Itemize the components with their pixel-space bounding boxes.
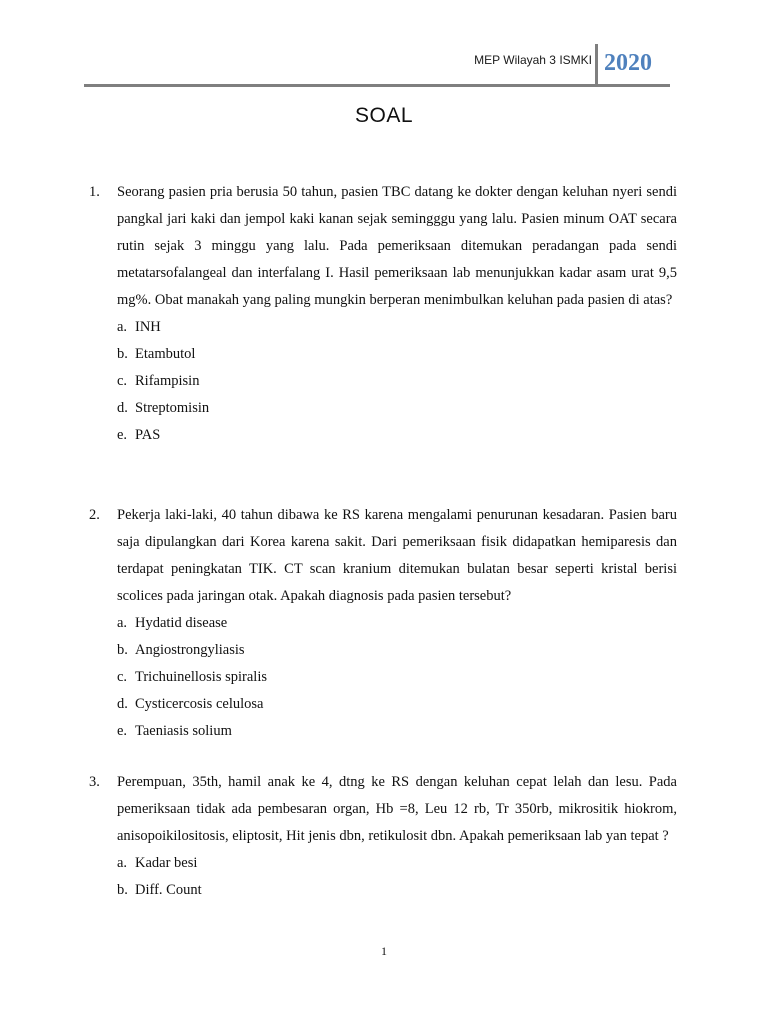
option-text: Kadar besi <box>135 855 198 871</box>
option-a <box>117 314 677 341</box>
option-text: PAS <box>135 427 161 443</box>
option-letter: a. <box>117 319 128 335</box>
option-text: Rifampisin <box>135 373 200 389</box>
question-text: Perempuan, 35th, hamil anak ke 4, dtng ke RS dengan keluhan cepat lelah dan lesu. Pada pemeriksaan tidak ada pembesaran organ, Hb =8, Leu 12 rb, Tr 350rb, mikrositik hiokrom, anisopoikilositosis, eliptosit, Hit jenis dbn, retikulosit dbn. Apakah pemeriksaan lab yan tepat ? <box>117 774 677 844</box>
question-number: 3. <box>89 774 100 790</box>
option-letter: a. <box>117 855 128 871</box>
option-letter: d. <box>117 696 128 712</box>
option-a <box>117 610 677 637</box>
option-e <box>117 422 677 449</box>
option-letter: b. <box>117 882 128 898</box>
page-number: 1 <box>381 944 387 958</box>
question-1 <box>89 179 677 449</box>
option-text: Diff. Count <box>135 882 202 898</box>
option-text: Cysticercosis celulosa <box>135 696 264 712</box>
question-3 <box>89 769 677 904</box>
option-c <box>117 664 677 691</box>
question-number: 1. <box>89 184 100 200</box>
header-year: 2020 <box>604 50 652 76</box>
option-d <box>117 691 677 718</box>
option-b <box>117 637 677 664</box>
option-d <box>117 395 677 422</box>
option-text: Trichuinellosis spiralis <box>135 669 267 685</box>
option-letter: b. <box>117 346 128 362</box>
header-divider <box>595 44 598 86</box>
option-e <box>117 718 677 745</box>
question-number: 2. <box>89 507 100 523</box>
option-list <box>89 850 677 904</box>
option-text: Angiostrongyliasis <box>135 642 245 658</box>
option-a <box>117 850 677 877</box>
header-organization: MEP Wilayah 3 ISMKI <box>474 53 592 67</box>
option-letter: c. <box>117 373 128 389</box>
option-text: Streptomisin <box>135 400 210 416</box>
question-text: Pekerja laki-laki, 40 tahun dibawa ke RS karena mengalami penurunan kesadaran. Pasien baru saja dipulangkan dari Korea karena sakit. Dari pemeriksaan fisik didapatkan hemiparesis dan terdapat peningkatan TIK. CT scan kranium ditemukan bulatan besar seperti kristal berisi scolices pada jaringan otak. Apakah diagnosis pada pasien tersebut? <box>117 507 677 604</box>
option-list <box>89 314 677 449</box>
option-c <box>117 368 677 395</box>
option-text: Taeniasis solium <box>135 723 232 739</box>
option-letter: e. <box>117 427 128 443</box>
option-letter: a. <box>117 615 128 631</box>
option-letter: d. <box>117 400 128 416</box>
question-2 <box>89 502 677 745</box>
option-letter: c. <box>117 669 128 685</box>
option-text: Hydatid disease <box>135 615 228 631</box>
option-letter: b. <box>117 642 128 658</box>
option-text: Etambutol <box>135 346 196 362</box>
option-text: INH <box>135 319 161 335</box>
option-b <box>117 877 677 904</box>
question-text: Seorang pasien pria berusia 50 tahun, pasien TBC datang ke dokter dengan keluhan nyeri sendi pangkal jari kaki dan jempol kaki kanan sejak semingggu yang lalu. Pasien minum OAT secara rutin sejak 3 minggu yang lalu. Pada pemeriksaan ditemukan peradangan pada sendi metatarsofalangeal dan interfalang I. Hasil pemeriksaan lab menunjukkan kadar asam urat 9,5 mg%. Obat manakah yang paling mungkin berperan menimbulkan keluhan pada pasien di atas? <box>117 184 677 308</box>
option-letter: e. <box>117 723 128 739</box>
header-rule <box>84 84 670 87</box>
page-title: SOAL <box>354 104 414 127</box>
option-b <box>117 341 677 368</box>
page-header <box>84 44 670 86</box>
option-list <box>89 610 677 745</box>
